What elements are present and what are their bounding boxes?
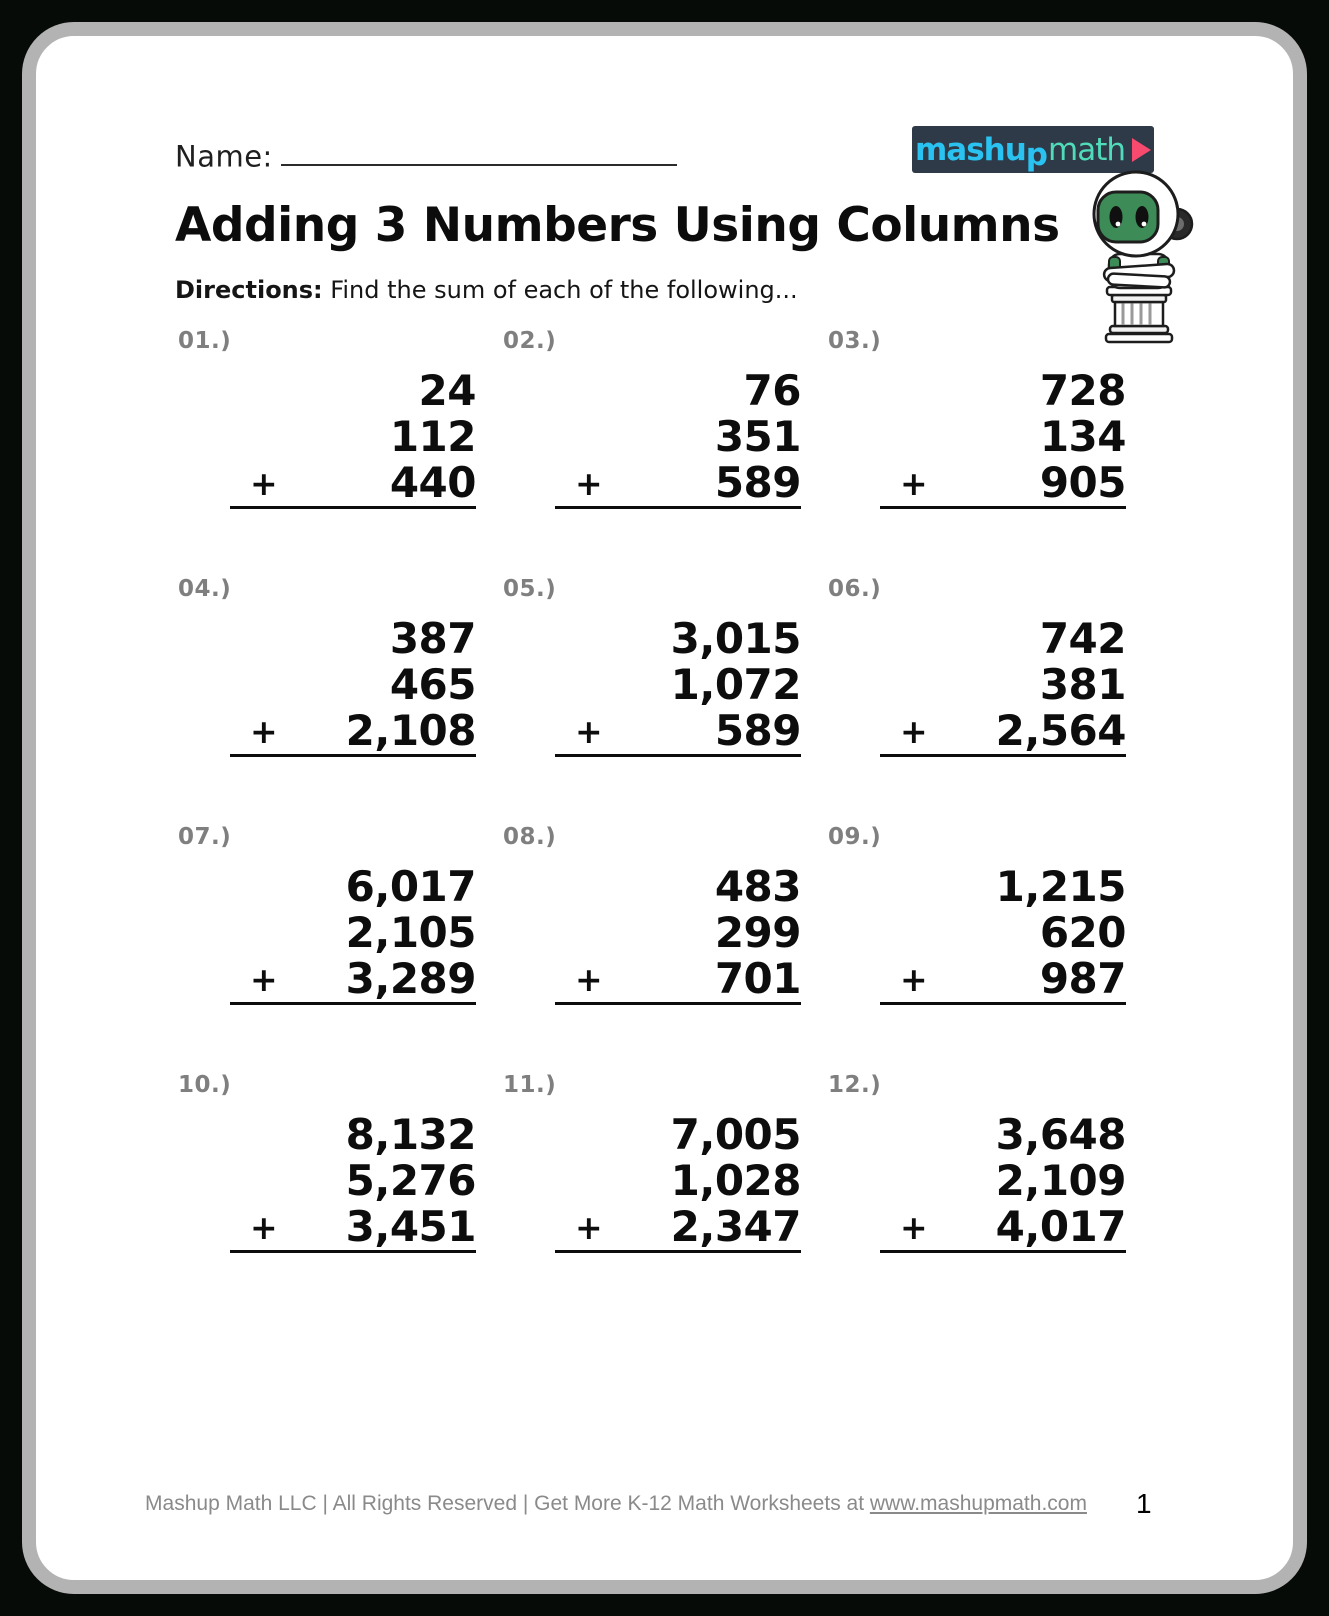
sum-row — [555, 460, 801, 509]
addend-3: 905 — [1039, 458, 1126, 507]
problem-03 — [828, 328, 1153, 576]
problem-label: 07.) — [178, 824, 232, 850]
plus-operator: + — [900, 1208, 928, 1247]
problem-label: 05.) — [503, 576, 557, 602]
sum-row — [230, 956, 476, 1005]
problem-08 — [503, 824, 828, 1072]
directions — [175, 276, 798, 304]
problem-12 — [828, 1072, 1153, 1320]
page-number: 1 — [1136, 1488, 1152, 1519]
footer-link[interactable]: www.mashupmath.com — [869, 1492, 1087, 1515]
addend-3: 589 — [714, 706, 801, 755]
plus-operator: + — [900, 960, 928, 999]
addend-1: 742 — [1039, 614, 1126, 663]
sum-row — [880, 1204, 1126, 1253]
problem-label: 01.) — [178, 328, 232, 354]
addend-2: 5,276 — [345, 1156, 476, 1205]
plus-operator: + — [250, 464, 278, 503]
addend-2: 134 — [1039, 412, 1126, 461]
directions-text: Find the sum of each of the following... — [322, 276, 798, 304]
directions-label: Directions: — [175, 276, 323, 304]
problem-09 — [828, 824, 1153, 1072]
problem-label: 10.) — [178, 1072, 232, 1098]
addend-3: 2,347 — [670, 1202, 801, 1251]
page-title: Adding 3 Numbers Using Columns — [175, 198, 1060, 253]
logo-text-p: p — [1025, 136, 1047, 173]
problem-01 — [178, 328, 503, 576]
name-row — [175, 136, 677, 173]
footer — [36, 1492, 1196, 1516]
sum-row — [230, 460, 476, 509]
addend-1: 483 — [714, 862, 801, 911]
sum-row — [230, 708, 476, 757]
addend-1: 3,648 — [995, 1110, 1126, 1159]
addend-2: 351 — [714, 412, 801, 461]
plus-operator: + — [250, 712, 278, 751]
problem-11 — [503, 1072, 828, 1320]
play-icon — [1132, 138, 1151, 162]
addend-3: 3,451 — [345, 1202, 476, 1251]
addend-2: 1,028 — [670, 1156, 801, 1205]
problem-label: 02.) — [503, 328, 557, 354]
addend-2: 112 — [389, 412, 476, 461]
addend-2: 1,072 — [670, 660, 801, 709]
plus-operator: + — [575, 1208, 603, 1247]
problem-10 — [178, 1072, 503, 1320]
problem-label: 09.) — [828, 824, 882, 850]
name-input-line[interactable] — [281, 136, 677, 166]
plus-operator: + — [900, 712, 928, 751]
sum-row — [555, 708, 801, 757]
problem-07 — [178, 824, 503, 1072]
addend-2: 2,105 — [345, 908, 476, 957]
plus-operator: + — [900, 464, 928, 503]
problem-05 — [503, 576, 828, 824]
problem-label: 06.) — [828, 576, 882, 602]
plus-operator: + — [250, 1208, 278, 1247]
problem-06 — [828, 576, 1153, 824]
problem-label: 08.) — [503, 824, 557, 850]
addend-1: 7,005 — [670, 1110, 801, 1159]
addend-1: 3,015 — [670, 614, 801, 663]
name-label: Name: — [175, 139, 273, 174]
addend-3: 2,564 — [995, 706, 1126, 755]
addend-2: 465 — [389, 660, 476, 709]
sum-row — [230, 1204, 476, 1253]
problems-grid — [178, 328, 1153, 1320]
addend-3: 4,017 — [995, 1202, 1126, 1251]
robot-mascot-icon — [1076, 166, 1200, 346]
addend-2: 2,109 — [995, 1156, 1126, 1205]
worksheet-page — [22, 22, 1307, 1594]
addend-2: 620 — [1039, 908, 1126, 957]
sum-row — [880, 460, 1126, 509]
sum-row — [555, 956, 801, 1005]
problem-label: 12.) — [828, 1072, 882, 1098]
addend-2: 299 — [714, 908, 801, 957]
addend-1: 76 — [743, 366, 801, 415]
sum-row — [880, 956, 1126, 1005]
footer-text: Mashup Math LLC | All Rights Reserved | Get More K-12 Math Worksheets at — [145, 1492, 870, 1515]
addend-1: 8,132 — [345, 1110, 476, 1159]
addend-1: 6,017 — [345, 862, 476, 911]
plus-operator: + — [575, 464, 603, 503]
addend-3: 440 — [389, 458, 476, 507]
addend-3: 2,108 — [345, 706, 476, 755]
plus-operator: + — [250, 960, 278, 999]
problem-02 — [503, 328, 828, 576]
logo-text-math: math — [1048, 131, 1125, 168]
addend-3: 701 — [714, 954, 801, 1003]
plus-operator: + — [575, 960, 603, 999]
problem-label: 11.) — [503, 1072, 557, 1098]
problem-label: 04.) — [178, 576, 232, 602]
addend-2: 381 — [1039, 660, 1126, 709]
addend-1: 728 — [1039, 366, 1126, 415]
addend-1: 24 — [418, 366, 476, 415]
sum-row — [880, 708, 1126, 757]
plus-operator: + — [575, 712, 603, 751]
problem-label: 03.) — [828, 328, 882, 354]
problem-04 — [178, 576, 503, 824]
addend-3: 987 — [1039, 954, 1126, 1003]
addend-1: 1,215 — [995, 862, 1126, 911]
logo-text-mashu: mashu — [914, 131, 1026, 168]
addend-3: 589 — [714, 458, 801, 507]
sum-row — [555, 1204, 801, 1253]
addend-1: 387 — [389, 614, 476, 663]
addend-3: 3,289 — [345, 954, 476, 1003]
